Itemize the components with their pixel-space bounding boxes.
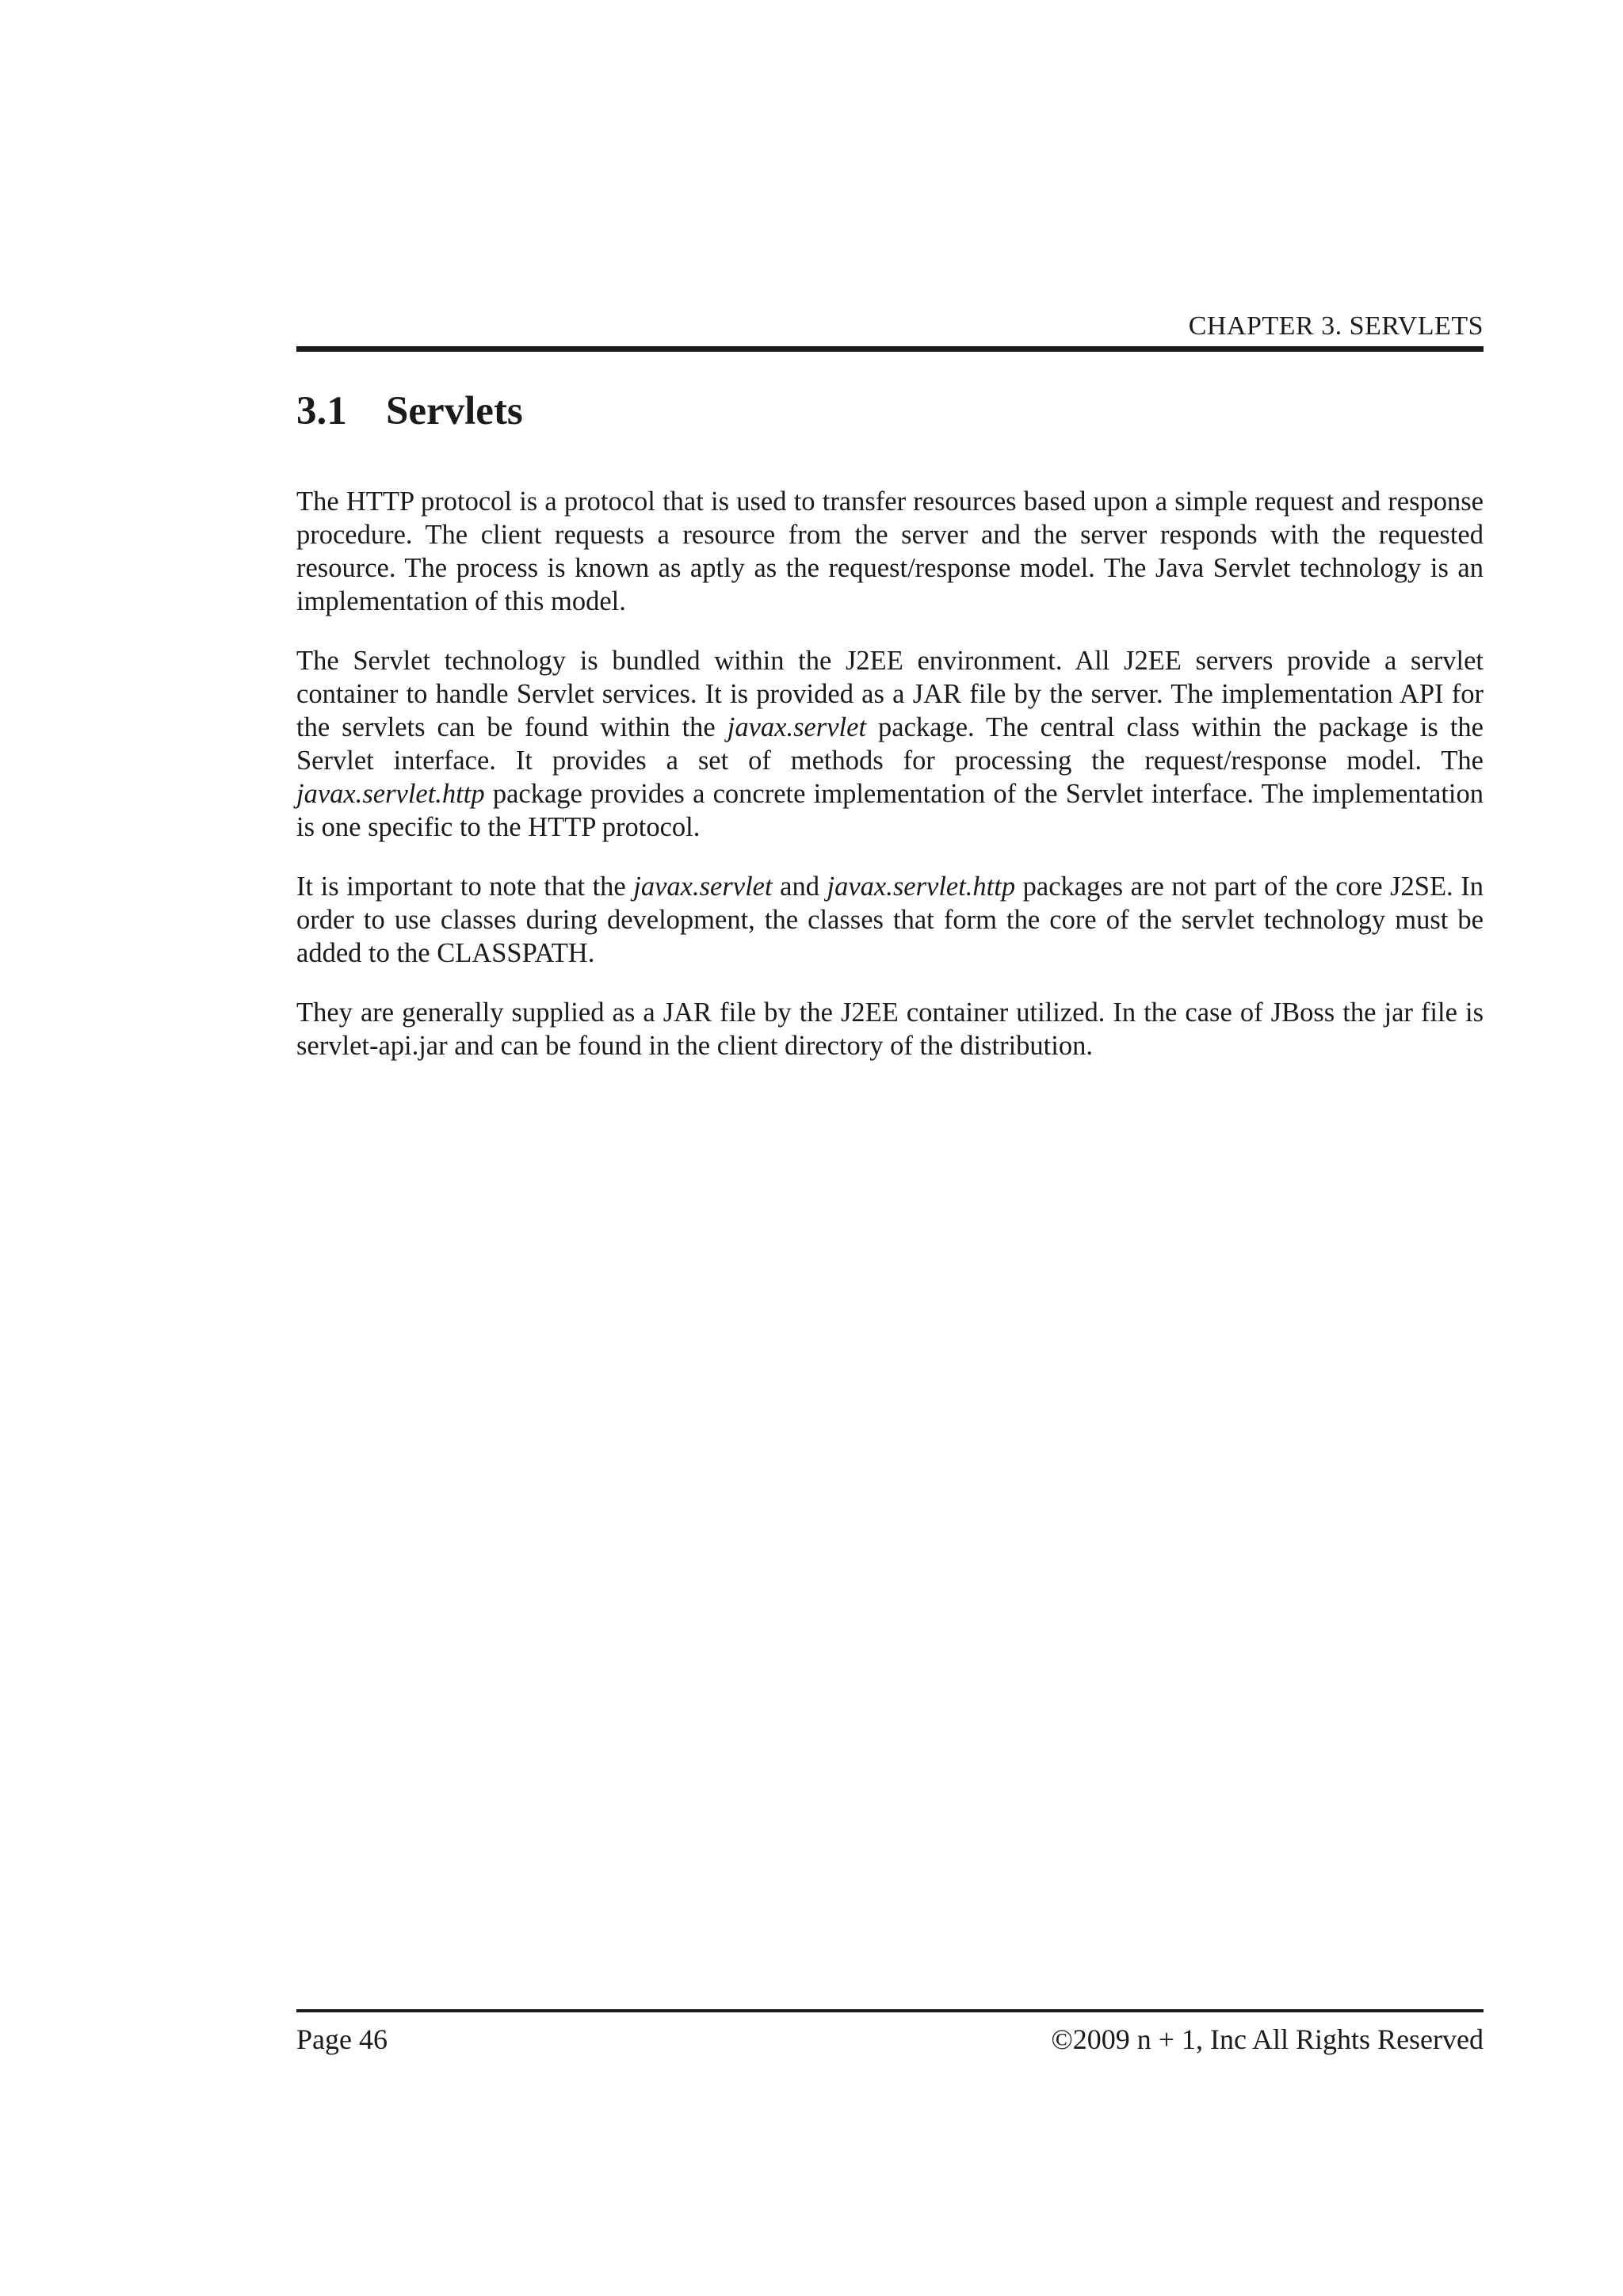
page-number: Page 46 [296, 2023, 388, 2055]
paragraph-3-text-3: packages are not part of the core J2SE. In order to use classes during development, the classes that form the core of the servlet technology must be added to the CLASSPATH. [296, 871, 1484, 968]
running-header: CHAPTER 3. SERVLETS [1188, 311, 1484, 341]
paragraph-2-text-2: package. The central class within the package is the Servlet interface. It provides a set of methods for processing the request/response model. The [296, 712, 1484, 776]
package-name-javax-servlet: javax.servlet [727, 712, 867, 742]
package-name-javax-servlet: javax.servlet [633, 871, 773, 902]
package-name-javax-servlet-http: javax.servlet.http [827, 871, 1016, 902]
section-title: Servlets [386, 389, 523, 433]
footer-rule [296, 2009, 1484, 2012]
package-name-javax-servlet-http: javax.servlet.http [296, 779, 485, 809]
paragraph-4: They are generally supplied as a JAR file by the J2EE container utilized. In the case of JBoss the jar file is servlet-api.jar and can be found in the client directory of the distribution. [296, 997, 1484, 1061]
page-footer [296, 2020, 1484, 2058]
body-text [296, 485, 1484, 1089]
paragraph-1: The HTTP protocol is a protocol that is used to transfer resources based upon a simple request and response procedure. The client requests a resource from the server and the server responds with the requested resource. The process is known as aptly as the request/response model. The Java Servlet technology is an implementation of this model. [296, 486, 1484, 616]
header-rule [296, 346, 1484, 352]
section-number: 3.1 [296, 389, 347, 433]
paragraph-3-text-1: It is important to note that the [296, 871, 634, 902]
copyright-notice: ©2009 n + 1, Inc All Rights Reserved [1051, 2023, 1484, 2055]
paragraph-3 [296, 870, 1484, 970]
section-heading [296, 383, 523, 439]
paragraph-2-text-1: The Servlet technology is bundled within the J2EE environment. All J2EE servers provide a servlet container to handle Servlet services. It is provided as a JAR file by the server. The implementation API for the servlets can be found within the [296, 646, 1484, 742]
paragraph-3-text-2: and [772, 871, 827, 902]
paragraph-2-text-3: package provides a concrete implementation of the Servlet interface. The implementation is one specific to the HTTP protocol. [296, 779, 1484, 842]
paragraph-2 [296, 644, 1484, 844]
